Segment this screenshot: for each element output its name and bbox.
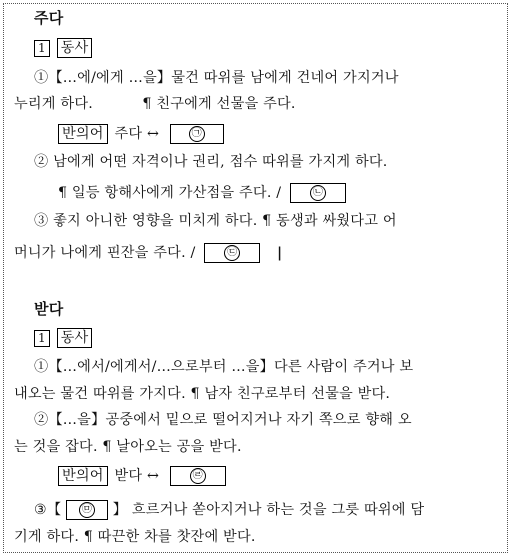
- blank-marker-3: ㉢: [224, 245, 240, 261]
- answer-box-5[interactable]: [66, 500, 108, 520]
- headword-juda: 주다: [34, 9, 64, 27]
- sense-3-text: 】 흐르거나 쏟아지거나 하는 것을 그릇 따위에 담: [112, 502, 425, 518]
- antonym-text: 받다 ↔: [114, 468, 160, 484]
- sense-2-line-a: ② 남에게 어떤 자격이나 권리, 점수 따위를 가지게 하다.: [34, 154, 388, 170]
- sense-3-line-b: [14, 243, 282, 263]
- antonym-label: 반의어: [58, 124, 108, 144]
- sense-1-text: 누리게 하다.: [14, 96, 93, 112]
- answer-box-2[interactable]: [290, 183, 346, 203]
- sense-3-line-a: [34, 500, 424, 520]
- blank-marker-4: ㉣: [190, 468, 206, 484]
- sense-2-example-row: [58, 183, 346, 203]
- antonym-row-2: [58, 466, 226, 486]
- sense-1-line-a: ①【…에/에게 …을】물건 따위를 남에게 건네어 가지거나: [34, 70, 399, 86]
- sense-1-line-b: 내오는 물건 따위를 가지다. ¶ 남자 친구로부터 선물을 받다.: [14, 386, 391, 402]
- sense-2-line-b: 는 것을 잡다. ¶ 날아오는 공을 받다.: [14, 439, 242, 455]
- answer-box-4[interactable]: [170, 466, 226, 486]
- sense-2-example: ¶ 일등 항해사에게 가산점을 주다. /: [58, 185, 282, 201]
- antonym-text: 주다 ↔: [114, 126, 160, 142]
- pos-row-1: [34, 38, 94, 58]
- pos-row-2: [34, 328, 94, 348]
- antonym-row-1: [58, 124, 224, 144]
- sense-2-line-a: ②【…을】공중에서 밑으로 떨어지거나 자기 쪽으로 향해 오: [34, 412, 412, 428]
- sense-1-example: ¶ 친구에게 선물을 주다.: [142, 96, 296, 112]
- sense-3-line-a: ③ 좋지 아니한 영향을 미치게 하다. ¶ 동생과 싸웠다고 어: [34, 213, 397, 229]
- sense-3-prefix: ③【: [34, 502, 62, 518]
- antonym-label: 반의어: [58, 466, 108, 486]
- sense-1-line-a: ①【…에서/에게서/…으로부터 …을】다른 사람이 주거나 보: [34, 359, 414, 375]
- blank-marker-1: ㉠: [189, 126, 205, 142]
- sense-3-text: 머니가 나에게 핀잔을 주다. /: [14, 245, 196, 261]
- blank-marker-2: ㉡: [310, 185, 326, 201]
- sense-1-line-b: [14, 94, 296, 114]
- blank-marker-5: ㉤: [79, 502, 95, 518]
- answer-box-3[interactable]: [204, 243, 260, 263]
- pos-number-box: 1: [34, 40, 50, 57]
- pos-box: 동사: [57, 328, 93, 348]
- pos-number-box: 1: [34, 330, 50, 347]
- sense-3-line-b: 기게 하다. ¶ 따끈한 차를 찻잔에 받다.: [14, 529, 256, 545]
- text-cursor: |: [276, 245, 283, 261]
- answer-box-1[interactable]: [170, 124, 224, 144]
- pos-box: 동사: [57, 38, 93, 58]
- headword-batda: 받다: [34, 300, 64, 318]
